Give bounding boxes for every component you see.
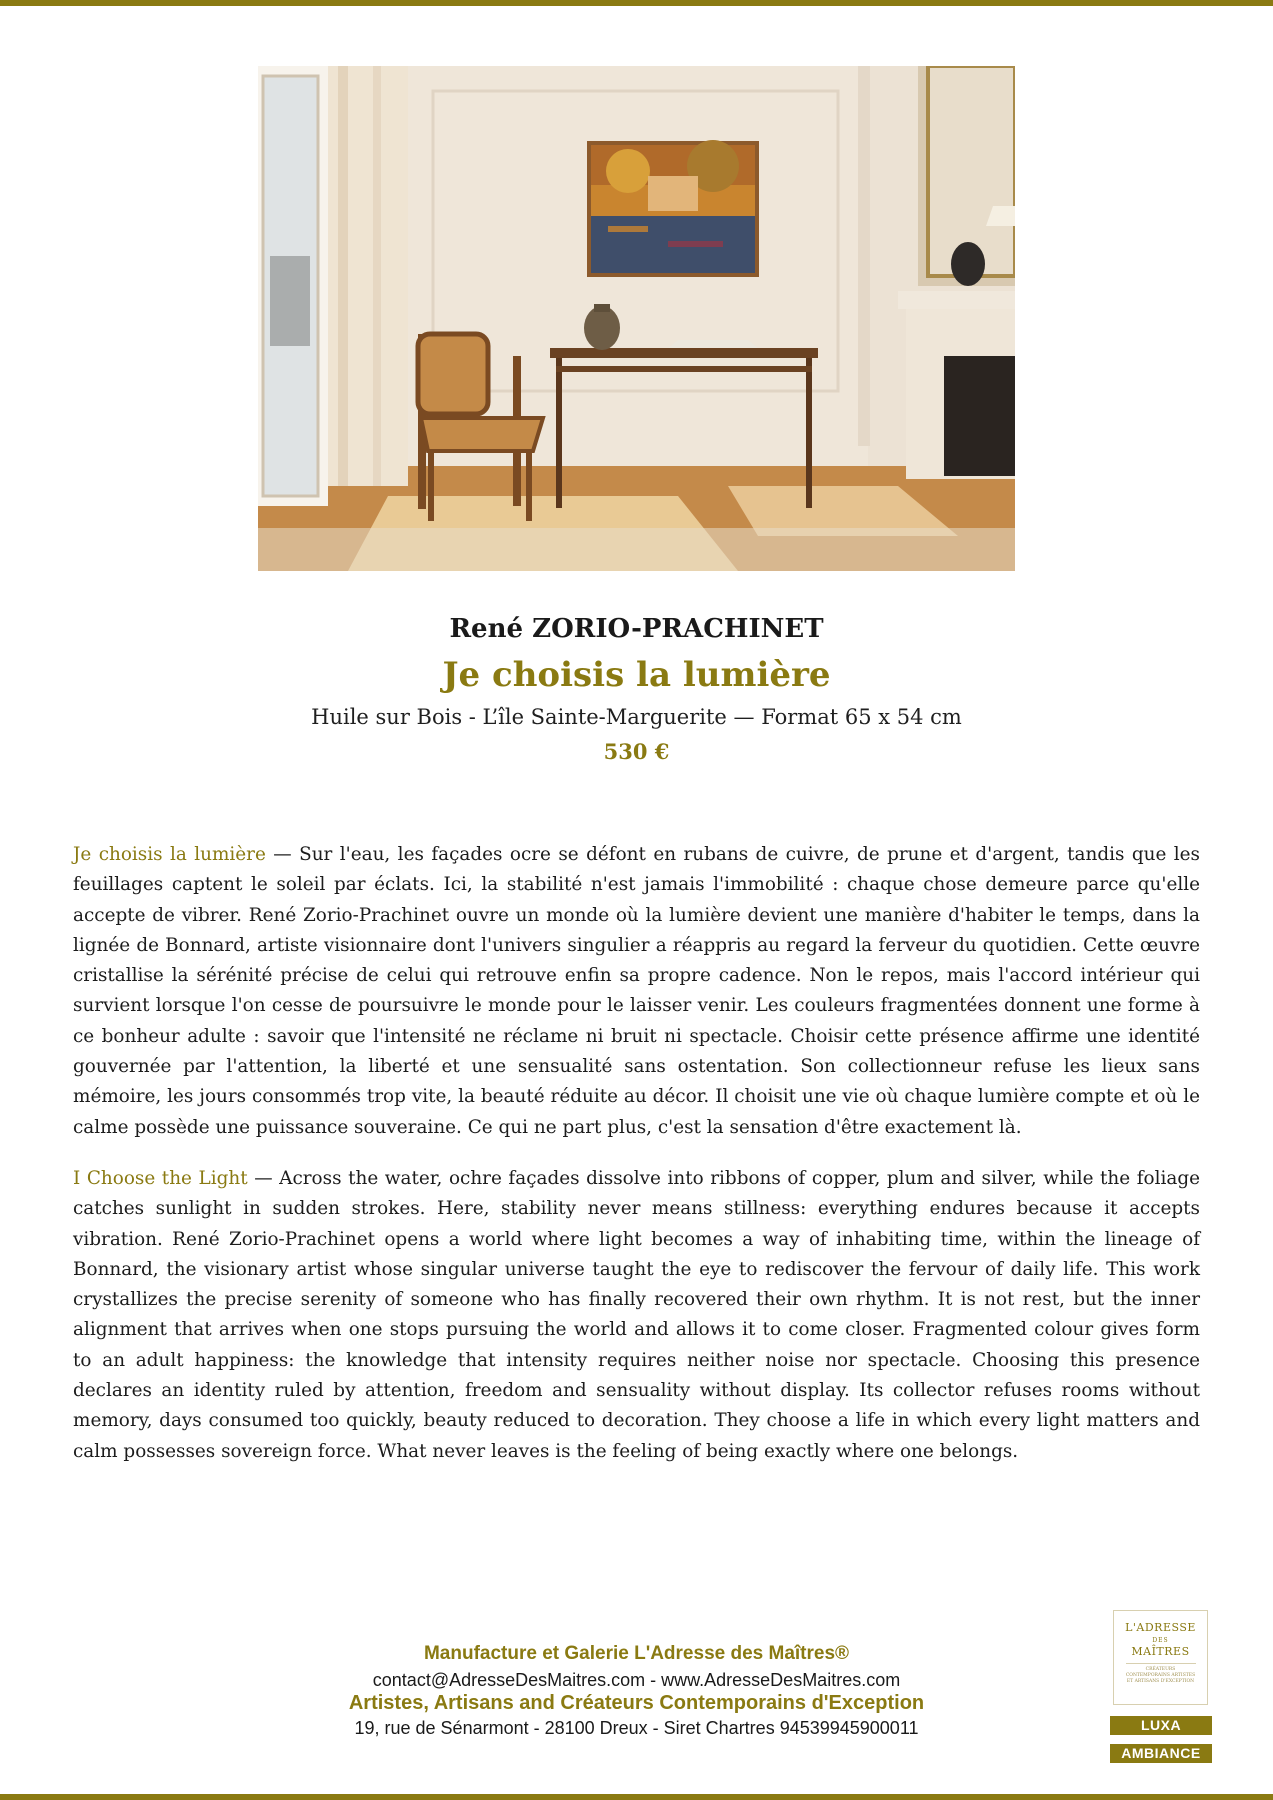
artwork-title: Je choisis la lumière <box>442 655 831 695</box>
footer-contact[interactable]: contact@AdresseDesMaitres.com - www.AdresseDesMaitres.com <box>372 1670 901 1690</box>
description-english-lead: I Choose the Light <box>73 1168 248 1189</box>
artwork-price: 530 € <box>603 739 670 764</box>
bottom-accent-bar <box>0 1794 1273 1800</box>
gallery-logo <box>1113 1610 1208 1705</box>
logo-line-2: DES <box>1152 1637 1169 1644</box>
logo-line-4: CRÉATEURS CONTEMPORAINS ARTISTES ET ARTISANS D'EXCEPTION <box>1125 1667 1196 1684</box>
footer-address: 19, rue de Sénarmont - 28100 Dreux - Siret Chartres 94539945900011 <box>354 1718 919 1738</box>
footer-gallery-name: Manufacture et Galerie L'Adresse des Maîtres® <box>423 1643 850 1664</box>
logo-divider <box>1126 1663 1196 1664</box>
logo-line-1: L'ADRESSE <box>1125 1621 1196 1634</box>
artwork-room-photo <box>258 66 1015 571</box>
description-french <box>73 840 1200 1143</box>
artist-name: René ZORIO-PRACHINET <box>449 614 824 644</box>
description-english <box>73 1164 1200 1467</box>
footer-tagline: Artistes, Artisans and Créateurs Contemporains d'Exception <box>348 1692 925 1714</box>
description-english-text: — Across the water, ochre façades dissolve into ribbons of copper, plum and silver, while the foliage catches sunlight in sudden strokes. Here, stability never means stillness: everything endures because it accepts vibration. René Zorio-Prachinet opens a world where light becomes a way of inhabiting time, within the lineage of Bonnard, the visionary artist whose singular universe taught the eye to rediscover the fervour of daily life. This work crystallizes the precise serenity of someone who has finally recovered their own rhythm. It is not rest, but the inner alignment that arrives when one stops pursuing the world and allows it to come closer. Fragmented colour gives form to an adult happiness: the knowledge that intensity requires neither noise nor spectacle. Choosing this presence declares an identity ruled by attention, freedom and sensuality without display. Its collector refuses rooms without memory, days consumed too quickly, beauty reduced to decoration. They choose a life in which every light matters and calm possesses sovereign force. What never leaves is the feeling of being exactly where one belongs. <box>73 1168 1201 1462</box>
description-french-lead: Je choisis la lumière <box>73 844 266 865</box>
logo-line-3: MAÎTRES <box>1131 1645 1190 1658</box>
artwork-medium-format: Huile sur Bois - L’île Sainte-Marguerite — Format 65 x 54 cm <box>311 705 962 729</box>
badge-luxa: LUXA <box>1110 1716 1212 1735</box>
description-french-text: — Sur l'eau, les façades ocre se défont en rubans de cuivre, de prune et d'argent, tandis que les feuillages captent le soleil par éclats. Ici, la stabilité n'est jamais l'immobilité : chaque chose demeure parce qu'elle accepte de vibrer. René Zorio-Prachinet ouvre un monde où la lumière devient une manière d'habiter le temps, dans la lignée de Bonnard, artiste visionnaire dont l'univers singulier a réappris au regard la ferveur du quotidien. Cette œuvre cristallise la sérénité précise de celui qui retrouve enfin sa propre cadence. Non le repos, mais l'accord intérieur qui survient lorsque l'on cesse de poursuivre le monde pour le laisser venir. Les couleurs fragmentées donnent une forme à ce bonheur adulte : savoir que l'intensité ne réclame ni bruit ni spectacle. Choisir cette présence affirme une identité gouvernée par l'attention, la liberté et une sensualité sans ostentation. Son collectionneur refuse les lieux sans mémoire, les jours consommés trop vite, la beauté réduite au décor. Il choisit une vie où chaque lumière compte et où le calme possède une puissance souveraine. Ce qui ne part plus, c'est la sensation d'être exactement là. <box>73 844 1200 1138</box>
top-accent-bar <box>0 0 1273 6</box>
badge-ambiance: AMBIANCE <box>1110 1744 1212 1763</box>
